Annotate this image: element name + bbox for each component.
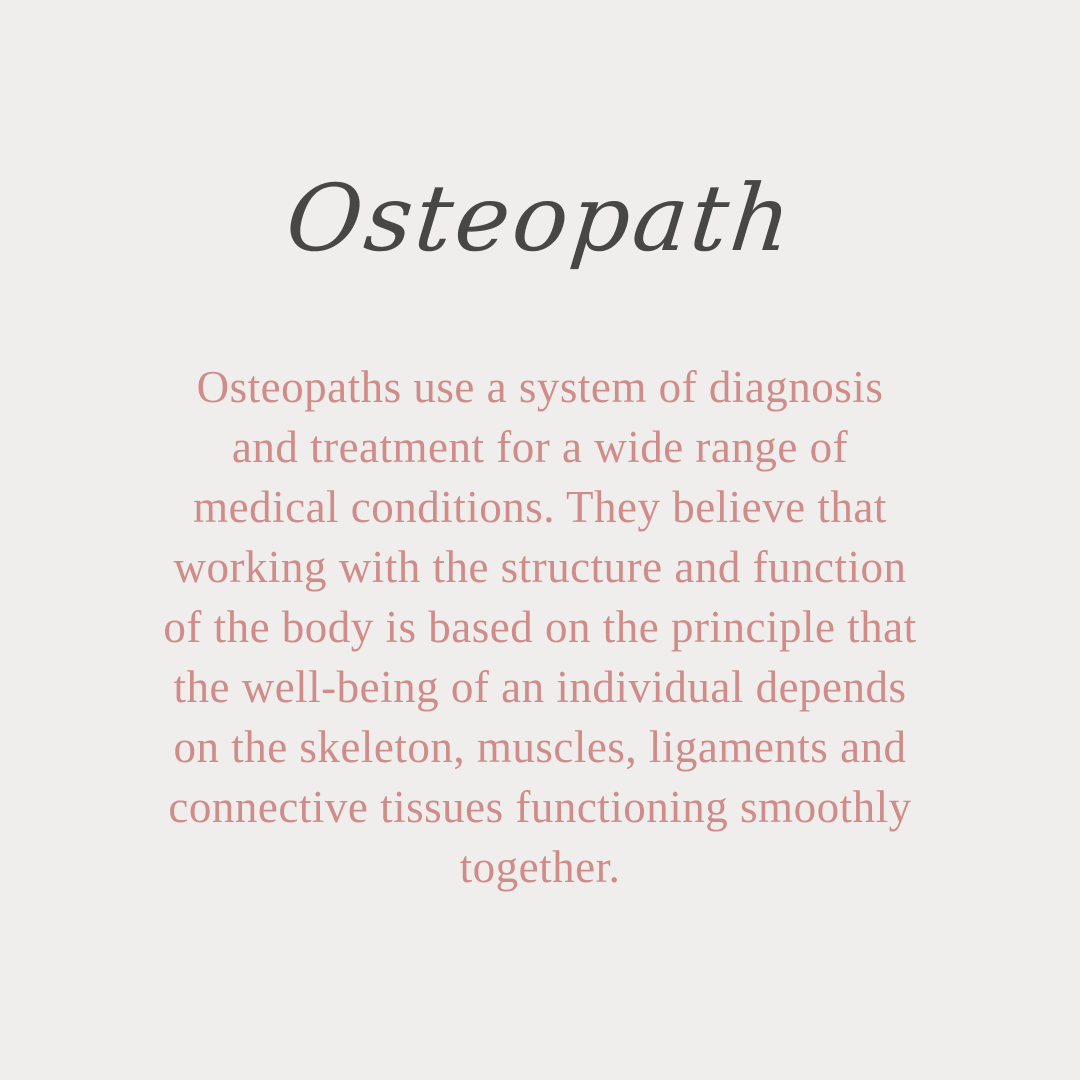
paragraph-line: Osteopaths use a system of diagnosis (196, 362, 884, 413)
paragraph-line: on the skeleton, muscles, ligaments and (173, 722, 907, 773)
paragraph-line: medical conditions. They believe that (193, 482, 887, 533)
paragraph-line: connective tissues functioning smoothly (168, 782, 912, 833)
paragraph-line: the well-being of an individual depends (173, 662, 907, 713)
paragraph-line: working with the structure and function (173, 542, 907, 593)
page-title: Osteopath (281, 165, 799, 272)
paragraph-line: together. (459, 842, 621, 893)
paragraph-line: of the body is based on the principle that (163, 602, 917, 653)
body-paragraph (90, 357, 990, 897)
paragraph-line: and treatment for a wide range of (231, 422, 849, 473)
